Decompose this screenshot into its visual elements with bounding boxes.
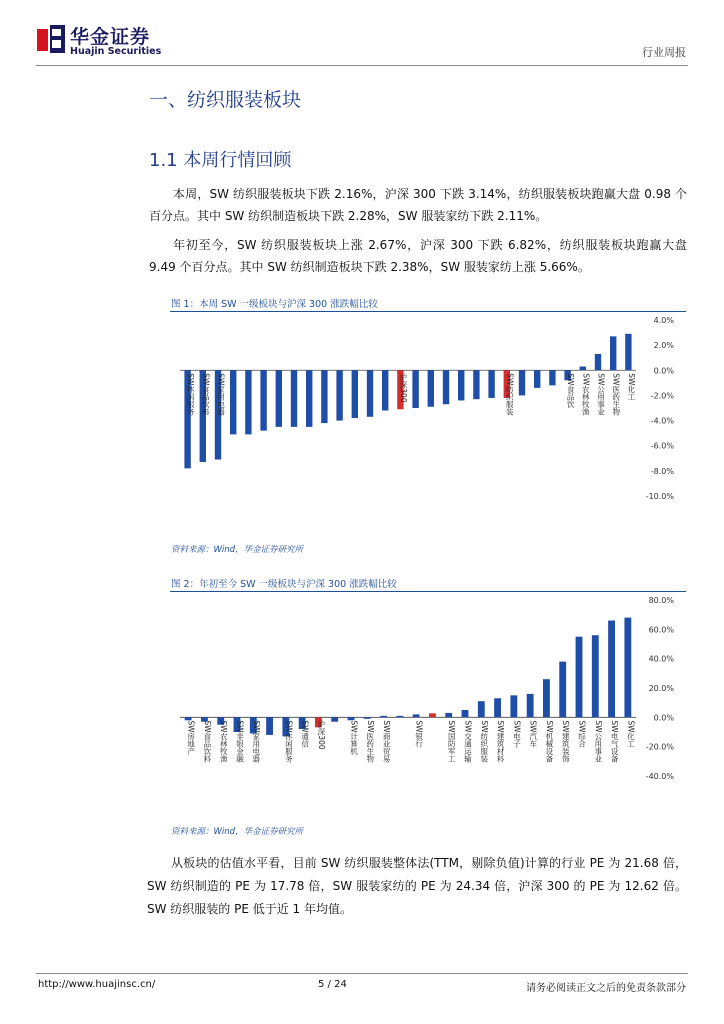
figure-2-caption: 图 2：年初至今 SW 一级板块与沪深 300 涨跌幅比较	[171, 579, 397, 590]
category-label: SW建筑材料	[496, 720, 506, 763]
y-tick-label: 0.0%	[653, 713, 674, 723]
category-label: SW计算机	[349, 720, 359, 756]
category-label: SW医药生物	[611, 373, 621, 416]
category-label: 沪深300	[316, 720, 326, 750]
subsection-title: 1.1 本周行情回顾	[149, 150, 292, 171]
y-tick-label: -4.0%	[650, 416, 674, 426]
category-label: SW电子	[512, 720, 522, 748]
bar-SW通信	[488, 370, 494, 398]
bar-SW建筑装饰	[382, 370, 388, 410]
report-type: 行业周报	[642, 46, 686, 59]
bar-SW建筑装饰	[510, 695, 517, 717]
category-label: SW休闲服务	[284, 720, 294, 763]
category-label: SW休闲服务	[186, 373, 196, 416]
y-tick-label: 40.0%	[648, 654, 674, 664]
bar-SW交通运输	[534, 370, 540, 388]
page-number: 5 / 24	[318, 979, 347, 990]
bar-SW轻工制造	[412, 370, 418, 408]
bar-SW计算机	[291, 370, 297, 427]
y-tick-label: 60.0%	[648, 625, 674, 635]
y-tick-label: -10.0%	[645, 492, 674, 501]
company-logo-icon	[37, 25, 65, 53]
category-label: SW家用电器	[251, 720, 261, 763]
category-label: SW食品饮料	[201, 373, 211, 416]
header-divider	[36, 65, 688, 66]
bar-SW医药生物	[428, 370, 434, 406]
bar-SW有色金属	[592, 635, 599, 717]
bar-SW机械设备	[549, 370, 555, 385]
logo-text-cn: 华金证券	[70, 26, 151, 48]
y-tick-label: 4.0%	[653, 316, 674, 325]
y-tick-label: -40.0%	[645, 772, 674, 781]
category-label: SW家用电器	[216, 373, 226, 416]
category-label: 沪深300	[398, 373, 408, 403]
bar-SW电气设备	[559, 662, 566, 718]
category-label: SW化工	[626, 373, 636, 401]
bar-SW建筑材料	[445, 713, 452, 717]
category-label: SW农林牧渔	[219, 720, 229, 763]
category-label: SW电气设备	[610, 720, 620, 763]
y-tick-label: -20.0%	[645, 742, 674, 752]
bar-SW电气设备	[458, 370, 464, 400]
bar-SW钢铁	[624, 618, 631, 718]
category-label: SW食品饮	[566, 373, 576, 408]
bar-SW电子	[462, 710, 469, 717]
category-label: SW国防军工	[447, 720, 457, 763]
bar-SW公用事业	[595, 354, 601, 370]
bar-SW纺织服装	[429, 713, 436, 717]
paragraph-weekly: 本周，SW 纺织服装板块下跌 2.16%，沪深 300 下跌 3.14%，纺织服装板块跑赢大盘 0.98 个百分点。其中 SW 纺织制造板块下跌 2.28%，SW 服装家纺下跌 2.11%。	[149, 187, 687, 223]
category-label: SW商业贸易	[382, 720, 392, 763]
category-label: SW银行	[414, 720, 424, 748]
bar-SW国防军工	[396, 716, 403, 717]
bar-SW传媒	[352, 370, 358, 418]
bar-SW综合	[527, 694, 534, 717]
bar-SW商业贸易	[364, 717, 371, 718]
y-tick-label: 80.0%	[648, 596, 674, 605]
logo-text-en: Huajin Securities	[70, 46, 162, 57]
bar-SW房地产	[519, 370, 525, 395]
bar-SW汽车	[478, 701, 485, 717]
y-tick-label: 2.0%	[653, 341, 674, 351]
figure-1-caption: 图 1：本周 SW 一级板块与沪深 300 涨跌幅比较	[171, 299, 378, 310]
bar-SW采掘	[608, 621, 615, 718]
bar-SW计算机	[331, 717, 338, 721]
bar-SW综合	[321, 370, 327, 423]
chart-ytd	[170, 592, 686, 812]
footer-disclaimer: 请务必阅读正文之后的免责条款部分	[526, 983, 686, 994]
category-label: SW食品饮料	[202, 720, 212, 763]
y-tick-label: -8.0%	[650, 466, 674, 476]
category-label: SW综合	[577, 720, 587, 748]
category-label: SW房地产	[186, 720, 196, 756]
bar-SW建筑材料	[260, 370, 266, 430]
category-label: SW交通运输	[463, 720, 473, 763]
footer-url[interactable]: http://www.huajinsc.cn/	[38, 979, 156, 990]
section-title: 一、纺织服装板块	[149, 89, 302, 111]
category-label: SW汽车	[528, 720, 538, 748]
y-tick-label: -6.0%	[650, 441, 674, 451]
bar-SW通信	[266, 717, 273, 735]
bar-SW公用事业	[543, 679, 550, 717]
bar-SW银行	[306, 370, 312, 427]
bar-SW非银金融	[245, 370, 251, 434]
bar-SW国防军工	[230, 370, 236, 434]
category-label: SW非银金融	[235, 720, 245, 763]
bar-SW化工	[625, 334, 631, 370]
bar-SW化工	[576, 637, 583, 718]
bar-SW银行	[380, 716, 387, 717]
bar-SW汽车	[473, 370, 479, 399]
category-label: SW化工	[626, 720, 636, 748]
category-label: SW机械设备	[544, 720, 554, 763]
bar-SW商业贸易	[336, 370, 342, 420]
footer-divider	[36, 973, 688, 974]
bar-SW交通运输	[413, 714, 420, 717]
figure-1-source: 资料来源：Wind，华金证券研究所	[171, 545, 304, 555]
category-label: SW通信	[300, 720, 310, 748]
category-label: SW纺织服装	[479, 720, 489, 763]
category-label: SW公用事业	[596, 373, 606, 416]
bar-SW电子	[367, 370, 373, 417]
category-label: SW建筑装饰	[561, 720, 571, 763]
y-tick-label: 0.0%	[653, 366, 674, 376]
bar-SW有色金属	[276, 370, 282, 427]
category-label: SW医药生物	[365, 720, 375, 763]
bar-SW农林牧渔	[580, 367, 586, 371]
bar-SW机械设备	[494, 698, 501, 717]
y-tick-label: -2.0%	[650, 391, 674, 401]
chart-weekly	[170, 312, 686, 532]
category-label: SW公用事业	[593, 720, 603, 763]
category-label: SW农林牧渔	[581, 373, 591, 416]
y-tick-label: 20.0%	[648, 684, 674, 693]
paragraph-ytd: 年初至今，SW 纺织服装板块上涨 2.67%，沪深 300 下跌 6.82%，纺织服装板块跑赢大盘 9.49 个百分点。其中 SW 纺织制造板块下跌 2.38%，SW 服装家纺上涨 5.66%。	[149, 238, 687, 274]
figure-2-source: 资料来源：Wind，华金证券研究所	[171, 827, 304, 837]
category-label: SW纺织服装	[505, 373, 515, 416]
bar-SW钢铁	[443, 370, 449, 404]
paragraph-valuation: 从板块的估值水平看，目前 SW 纺织服装整体法(TTM，剔除负值)计算的行业 PE 为 21.68 倍，SW 纺织制造的 PE 为 17.78 倍，SW 服装家纺的 PE 为 24.34 倍，沪深 300 的 PE 为 12.62 倍。SW 纺织服装的 PE 低于近 1 年均值。	[147, 856, 687, 916]
bar-SW采掘	[610, 336, 616, 370]
